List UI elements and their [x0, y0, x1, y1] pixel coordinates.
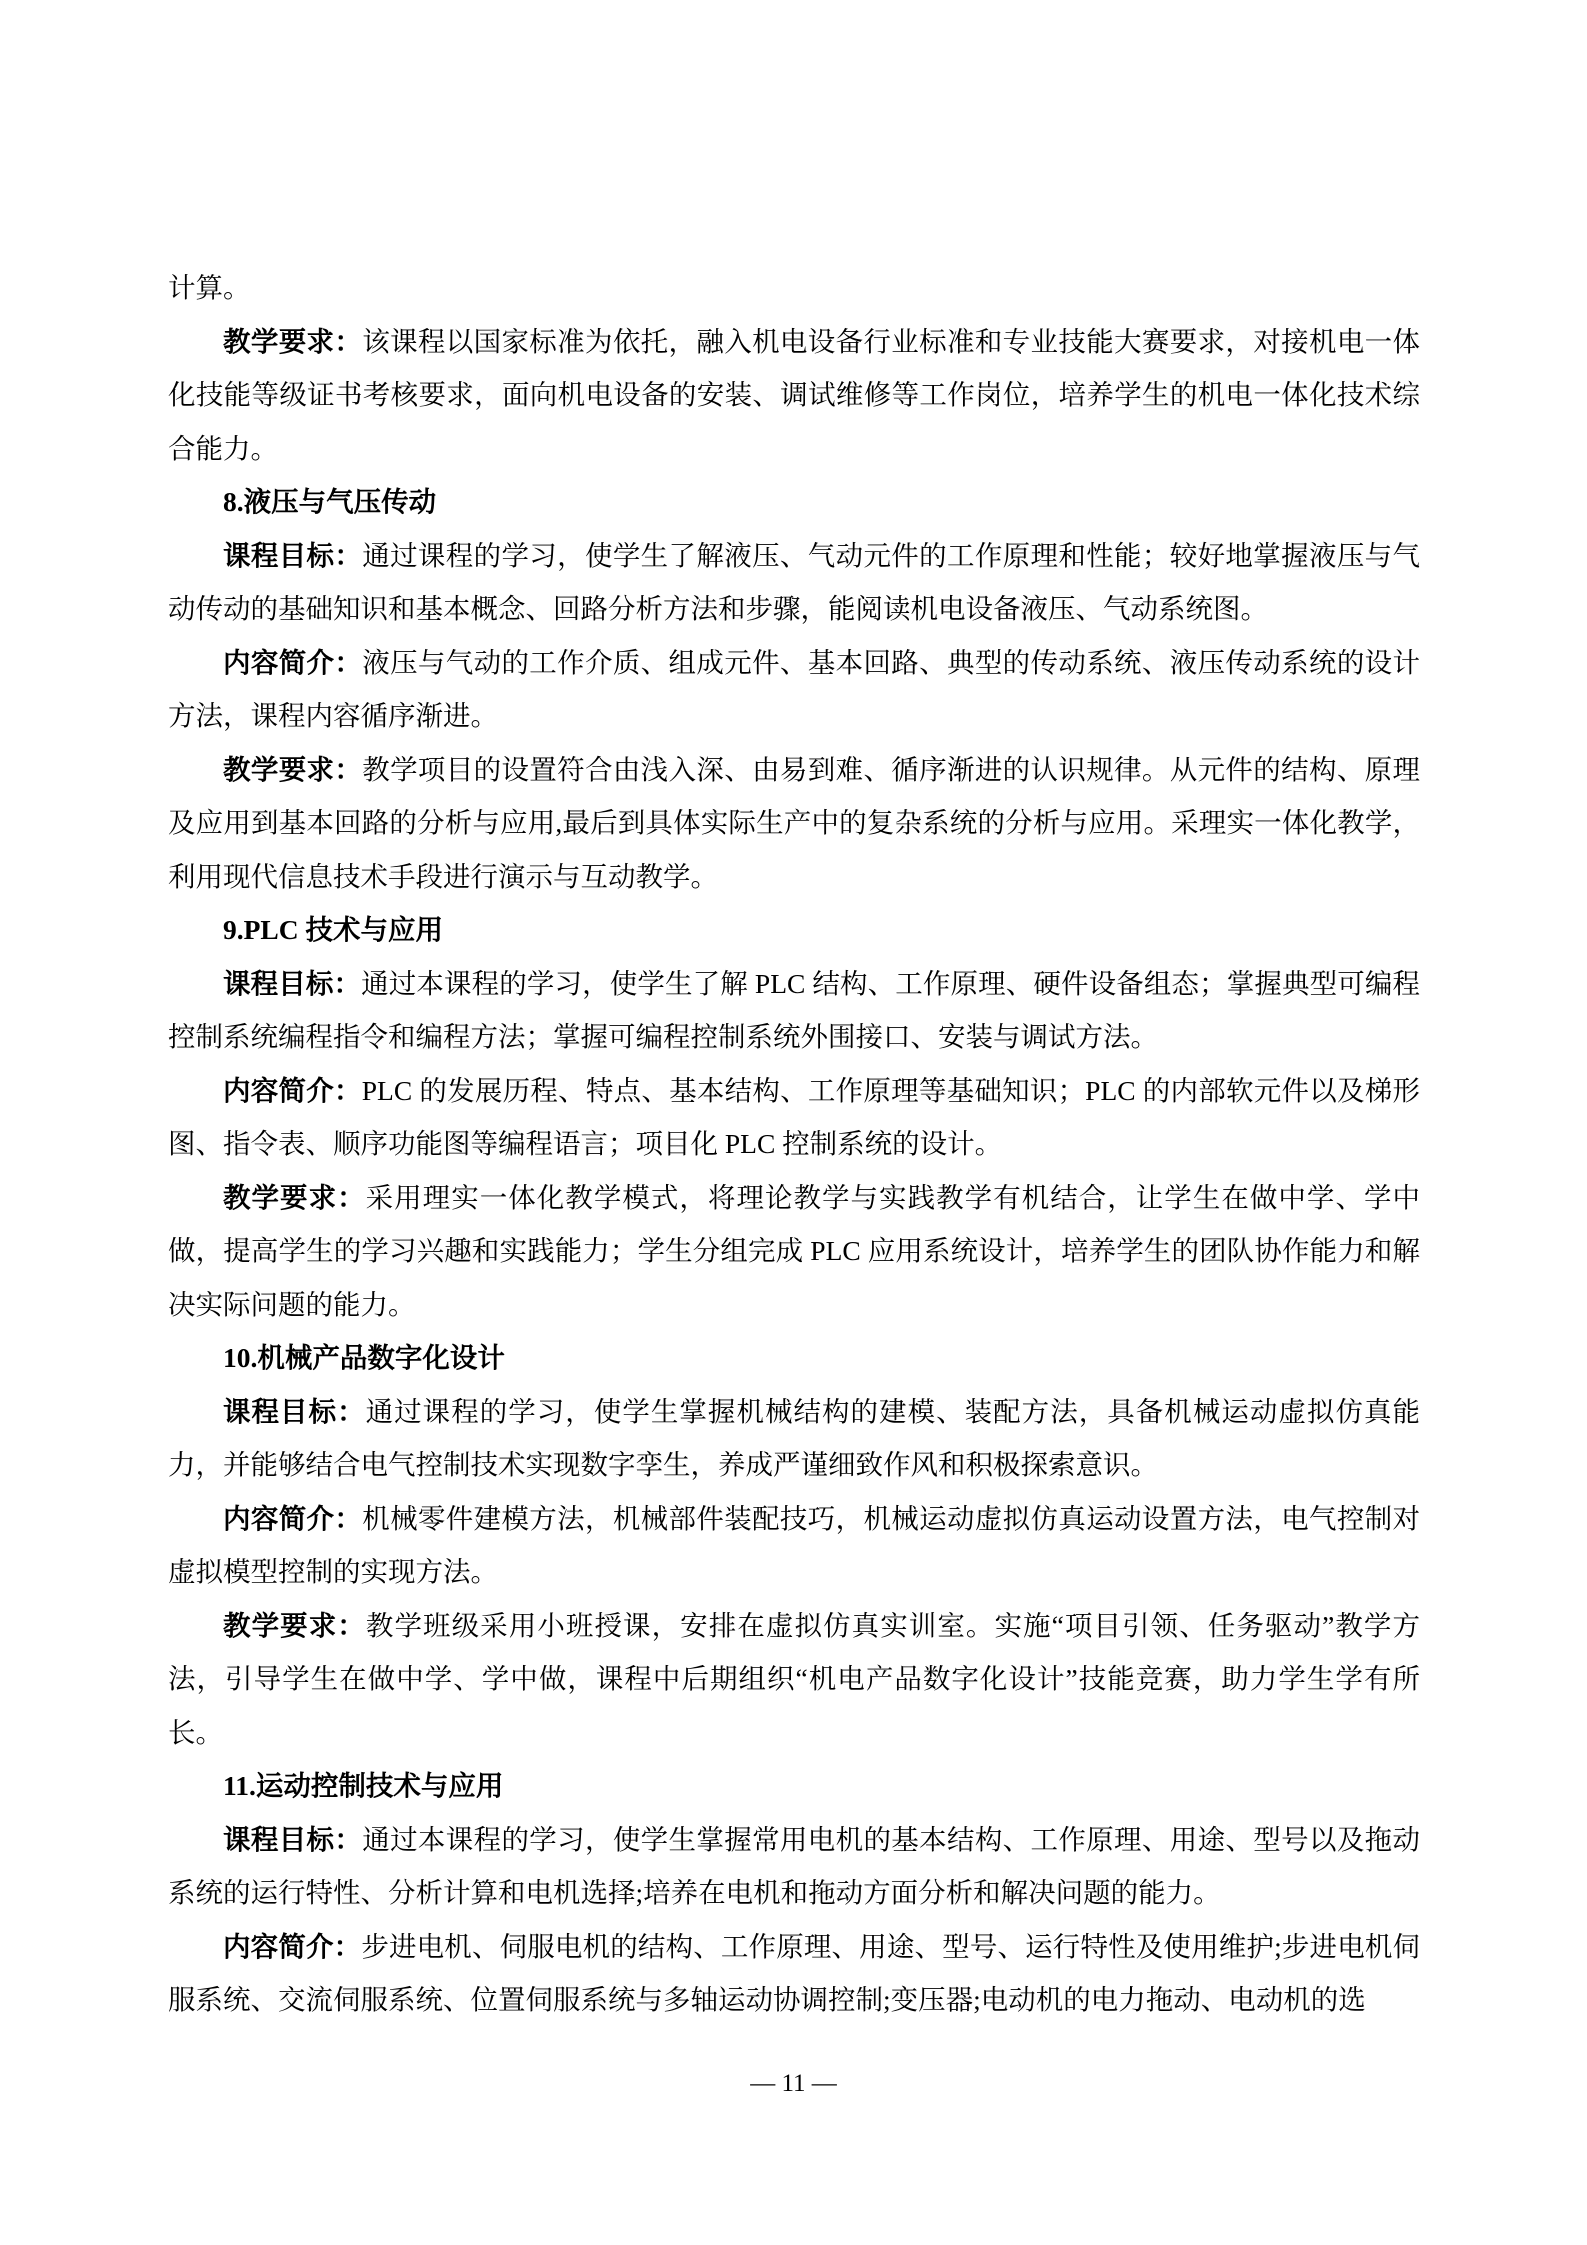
- paragraph: [168, 957, 1420, 1064]
- paragraph-text: 通过本课程的学习，使学生了解 PLC 结构、工作原理、硬件设备组态；掌握典型可编程控制系统编程指令和编程方法；掌握可编程控制系统外围接口、安装与调试方法。: [168, 967, 1421, 1052]
- paragraph-label: 教学要求：: [223, 325, 363, 357]
- paragraph-text: 教学班级采用小班授课，安排在虚拟仿真实训室。实施“项目引领、任务驱动”教学方法，引导学生在做中学、学中做，课程中后期组织“机电产品数字化设计”技能竞赛，助力学生学有所长。: [168, 1609, 1420, 1748]
- paragraph-text: 教学项目的设置符合由浅入深、由易到难、循序渐进的认识规律。从元件的结构、原理及应用到基本回路的分析与应用,最后到具体实际生产中的复杂系统的分析与应用。采理实一体化教学，利用现代信息技术手段进行演示与互动教学。: [168, 753, 1421, 892]
- paragraph-label: 课程目标：: [223, 967, 362, 999]
- paragraph-text: 液压与气动的工作介质、组成元件、基本回路、典型的传动系统、液压传动系统的设计方法，课程内容循序渐进。: [168, 646, 1421, 731]
- paragraph: [168, 1920, 1420, 2027]
- paragraph: [168, 1599, 1420, 1760]
- paragraph-label: 教学要求：: [223, 1609, 366, 1641]
- paragraph-text: 机械零件建模方法，机械部件装配技巧，机械运动虚拟仿真运动设置方法，电气控制对虚拟模型控制的实现方法。: [168, 1502, 1421, 1587]
- paragraph-label: 内容简介：: [223, 1074, 362, 1106]
- section-heading: 11.运动控制技术与应用: [223, 1770, 504, 1801]
- paragraph-text: PLC 的发展历程、特点、基本结构、工作原理等基础知识；PLC 的内部软元件以及梯形图、指令表、顺序功能图等编程语言；项目化 PLC 控制系统的设计。: [168, 1074, 1420, 1159]
- paragraph: [168, 1813, 1420, 1920]
- paragraph-continuation: 计算。: [168, 272, 251, 303]
- section-heading: 10.机械产品数字化设计: [223, 1342, 505, 1373]
- paragraph-text: 该课程以国家标准为依托，融入机电设备行业标准和专业技能大赛要求，对接机电一体化技能等级证书考核要求，面向机电设备的安装、调试维修等工作岗位，培养学生的机电一体化技术综合能力。: [168, 325, 1421, 464]
- paragraph-text: 通过课程的学习，使学生了解液压、气动元件的工作原理和性能；较好地掌握液压与气动传动的基础知识和基本概念、回路分析方法和步骤，能阅读机电设备液压、气动系统图。: [168, 539, 1421, 624]
- paragraph-text: 通过本课程的学习，使学生掌握常用电机的基本结构、工作原理、用途、型号以及拖动系统的运行特性、分析计算和电机选择;培养在电机和拖动方面分析和解决问题的能力。: [168, 1823, 1421, 1908]
- paragraph-label: 课程目标：: [223, 1395, 366, 1427]
- paragraph-label: 内容简介：: [223, 646, 363, 678]
- paragraph-text: 通过课程的学习，使学生掌握机械结构的建模、装配方法，具备机械运动虚拟仿真能力，并能够结合电气控制技术实现数字孪生，养成严谨细致作风和积极探索意识。: [168, 1395, 1420, 1480]
- paragraph: [168, 529, 1420, 636]
- paragraph-label: 教学要求：: [223, 753, 363, 785]
- body-text: [168, 261, 1420, 2027]
- paragraph-label: 教学要求：: [223, 1181, 366, 1213]
- paragraph-text: 采用理实一体化教学模式，将理论教学与实践教学有机结合，让学生在做中学、学中做，提高学生的学习兴趣和实践能力；学生分组完成 PLC 应用系统设计，培养学生的团队协作能力和解决实际问题的能力。: [168, 1181, 1420, 1320]
- paragraph-label: 课程目标：: [223, 539, 363, 571]
- paragraph: [168, 636, 1420, 743]
- section-heading: 9.PLC 技术与应用: [223, 914, 443, 945]
- paragraph: [168, 315, 1420, 476]
- paragraph: [168, 743, 1420, 904]
- paragraph-label: 课程目标：: [223, 1823, 363, 1855]
- section-heading: 8.液压与气压传动: [223, 486, 437, 517]
- paragraph-text: 步进电机、伺服电机的结构、工作原理、用途、型号、运行特性及使用维护;步进电机伺服系统、交流伺服系统、位置伺服系统与多轴运动协调控制;变压器;电动机的电力拖动、电动机的选: [168, 1930, 1421, 2015]
- paragraph: [168, 1171, 1420, 1332]
- paragraph: [168, 1064, 1420, 1171]
- paragraph-label: 内容简介：: [223, 1502, 363, 1534]
- paragraph: [168, 1385, 1420, 1492]
- page-number: — 11 —: [750, 2070, 837, 2097]
- paragraph: [168, 1492, 1420, 1599]
- paragraph-label: 内容简介：: [223, 1930, 362, 1962]
